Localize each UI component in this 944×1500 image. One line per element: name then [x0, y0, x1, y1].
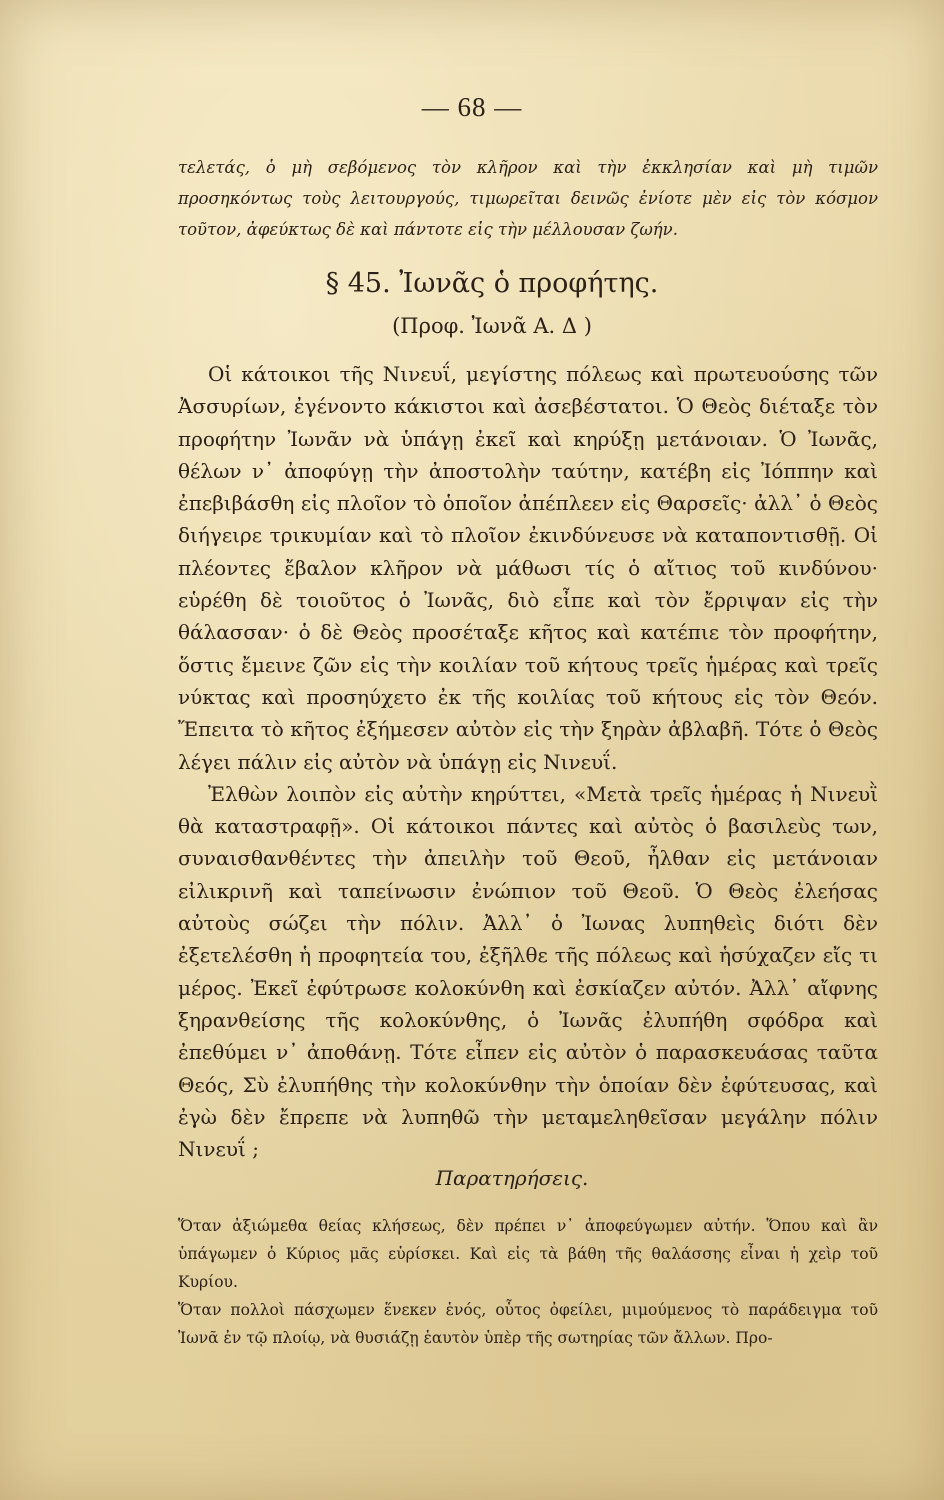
intro-paragraph: τελετάς, ὁ μὴ σεβόμενος τὸν κλῆρον καὶ τὴν ἐκκλησίαν καὶ μὴ τιμῶν προσηκόντως τοὺς λειτουργούς, τιμωρεῖται δεινῶς ἐνίοτε μὲν εἰς τὸν κόσμον τοῦτον, ἀφεύκτως δὲ καὶ πάντοτε εἰς τὴν μέλλουσαν ζωήν.: [178, 158, 878, 239]
observation-item: Ὅταν πολλοὶ πάσχωμεν ἕνεκεν ἑνός, οὗτος ὀφείλει, μιμούμενος τὸ παράδειγμα τοῦ Ἰωνᾶ ἐν τῷ πλοίῳ, νὰ θυσιάζῃ ἑαυτὸν ὑπὲρ τῆς σωτηρίας τῶν ἄλλων. Προ-: [178, 1301, 878, 1347]
page-number: — 68 —: [421, 92, 523, 122]
paragraph-2: Ἐλθὼν λοιπὸν εἰς αὐτὴν κηρύττει, «Μετὰ τρεῖς ἡμέρας ἡ Νινευῒ θὰ καταστραφῇ». Οἱ κάτοικοι πάντες καὶ αὐτὸς ὁ βασιλεὺς των, συναισθανθέντες τὴν ἀπειλὴν τοῦ Θεοῦ, ἦλθαν εἰς μετάνοιαν εἰλικρινῆ καὶ ταπείνωσιν ἐνώπιον τοῦ Θεοῦ. Ὁ Θεὸς ἐλεήσας αὐτοὺς σώζει τὴν πόλιν. Ἀλλ᾿ ὁ Ἰωνας λυπηθεὶς διότι δὲν ἐξετελέσθη ἡ προφητεία του, ἐξῆλθε τῆς πόλεως καὶ ἡσύχαζεν εἴς τι μέρος. Ἐκεῖ ἐφύτρωσε κολοκύνθη καὶ ἐσκίαζεν αὐτόν. Ἀλλ᾿ αἴφνης ξηρανθείσης τῆς κολοκύνθης, ὁ Ἰωνᾶς ἐλυπήθη σφόδρα καὶ ἐπεθύμει ν᾿ ἀποθάνῃ. Τότε εἶπεν εἰς αὐτὸν ὁ παρασκευάσας ταῦτα Θεός, Σὺ ἐλυπήθης τὴν κολοκύνθην τὴν ὁποίαν δὲν ἐφύτευσας, καὶ ἐγὼ δὲν ἔπρεπε νὰ λυπηθῶ τὴν μεταμεληθεῖσαν μεγάλην πόλιν Νινευΐ ;: [178, 781, 878, 1162]
section-reference: (Προφ. Ἰωνᾶ Α. Δ ): [392, 314, 592, 338]
paragraph-1: Οἱ κάτοικοι τῆς Νινευΐ, μεγίστης πόλεως καὶ πρωτευούσης τῶν Ἀσσυρίων, ἐγένοντο κάκιστοι καὶ ἀσεβέστατοι. Ὁ Θεὸς διέταξε τὸν προφήτην Ἰωνᾶν νὰ ὑπάγῃ ἐκεῖ καὶ κηρύξῃ μετάνοιαν. Ὁ Ἰωνᾶς, θέλων ν᾿ ἀποφύγῃ τὴν ἀποστολὴν ταύτην, κατέβη εἰς Ἰόππην καὶ ἐπεβιβάσθη εἰς πλοῖον τὸ ὁποῖον ἀπέπλεεν εἰς Θαρσεῖς· ἀλλ᾿ ὁ Θεὸς διήγειρε τρικυμίαν καὶ τὸ πλοῖον ἐκινδύνευσε νὰ καταποντισθῇ. Οἱ πλέοντες ἔβαλον κλῆρον νὰ μάθωσι τίς ὁ αἴτιος τοῦ κινδύνου· εὑρέθη δὲ τοιοῦτος ὁ Ἰωνᾶς, διὸ εἶπε καὶ τὸν ἔρριψαν εἰς τὴν θάλασσαν· ὁ δὲ Θεὸς προσέταξε κῆτος καὶ κατέπιε τὸν προφήτην, ὅστις ἔμεινε ζῶν εἰς τὴν κοιλίαν τοῦ κήτους τρεῖς ἡμέρας καὶ τρεῖς νύκτας καὶ προσηύχετο ἐκ τῆς κοιλίας τοῦ κήτους εἰς τὸν Θεόν. Ἔπειτα τὸ κῆτος ἐξήμεσεν αὐτὸν εἰς τὴν ξηρὰν ἀβλαβῆ. Τότε ὁ Θεὸς λέγει πάλιν εἰς αὐτὸν νὰ ὑπάγῃ εἰς Νινευΐ.: [178, 362, 878, 774]
section-title: § 45. Ἰωνᾶς ὁ προφήτης.: [325, 268, 659, 299]
observations-list: [178, 1212, 878, 1352]
observation-item: Ὅταν ἀξιώμεθα θείας κλήσεως, δὲν πρέπει ν᾿ ἀποφεύγωμεν αὐτήν. Ὅπου καὶ ἂν ὑπάγωμεν ὁ Κύριος μᾶς εὑρίσκει. Καὶ εἰς τὰ βάθη τῆς θαλάσσης εἶναι ἡ χεὶρ τοῦ Κυρίου.: [178, 1217, 878, 1291]
observations-heading: Παρατηρήσεις.: [435, 1166, 589, 1190]
main-text: [178, 358, 878, 1165]
